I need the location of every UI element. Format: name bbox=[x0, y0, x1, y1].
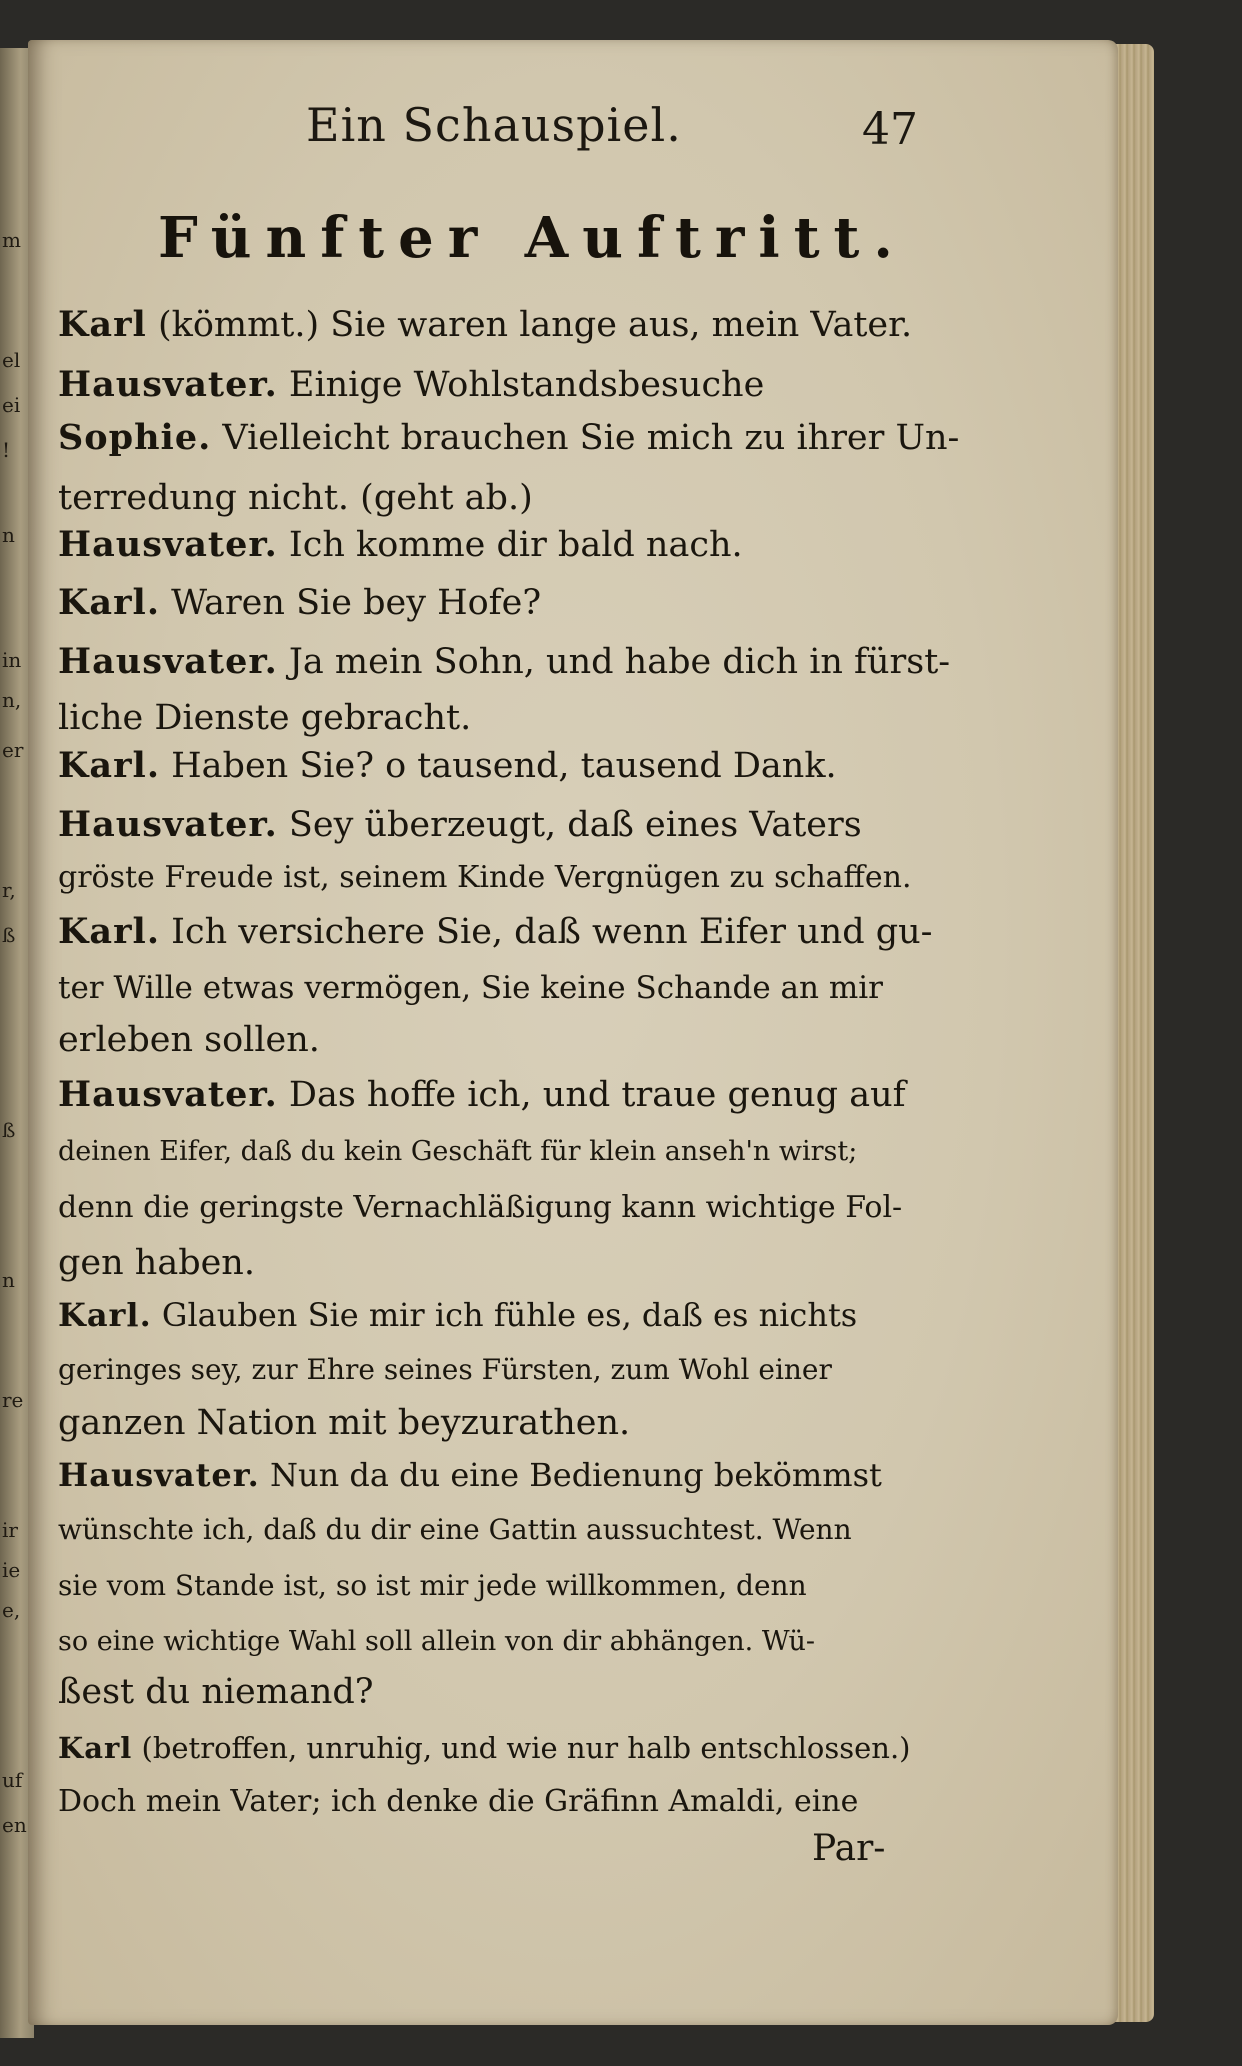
line-text: geringes sey, zur Ehre seines Fürsten, zum Wohl einer bbox=[58, 1353, 832, 1386]
catchword: Par- bbox=[812, 1828, 886, 1869]
text-line bbox=[58, 1622, 815, 1662]
text-line bbox=[58, 1455, 882, 1495]
text-line bbox=[58, 805, 862, 845]
line-text: denn die geringste Vernachläßigung kann wichtige Fol- bbox=[58, 1190, 903, 1225]
speaker-name: Hausvater. bbox=[58, 524, 278, 565]
text-line bbox=[58, 1782, 858, 1822]
text-line bbox=[58, 746, 837, 786]
line-text: gen haben. bbox=[58, 1243, 255, 1283]
line-text: erleben sollen. bbox=[58, 1020, 320, 1060]
margin-fragment: n bbox=[2, 523, 15, 547]
line-text: liche Dienste gebracht. bbox=[58, 698, 472, 738]
margin-fragment: en bbox=[2, 1813, 27, 1837]
line-text: Haben Sie? o tausend, tausend Dank. bbox=[160, 746, 837, 786]
line-text: sie vom Stande ist, so ist mir jede willkommen, denn bbox=[58, 1569, 807, 1602]
line-text: Ja mein Sohn, und habe dich in fürst- bbox=[277, 642, 951, 682]
speaker-name: Karl bbox=[58, 1731, 133, 1765]
line-text: Vielleicht brauchen Sie mich zu ihrer Un- bbox=[211, 418, 960, 458]
text-line bbox=[58, 365, 764, 405]
text-line bbox=[58, 1075, 906, 1115]
line-text: Nun da du eine Bedienung bekömmst bbox=[259, 1456, 882, 1494]
speaker-name: Hausvater. bbox=[58, 804, 278, 845]
margin-fragment: ie bbox=[2, 1558, 21, 1582]
line-text: Das hoffe ich, und traue genug auf bbox=[277, 1075, 906, 1115]
margin-fragment: ir bbox=[2, 1518, 18, 1542]
text-line bbox=[58, 583, 541, 623]
text-line bbox=[58, 1350, 832, 1390]
text-line bbox=[58, 698, 471, 738]
speaker-name: Karl. bbox=[58, 582, 161, 623]
margin-fragment: in bbox=[2, 648, 22, 672]
text-line bbox=[58, 1510, 852, 1550]
line-text: deinen Eifer, daß du kein Geschäft für klein anseh'n wirst; bbox=[58, 1136, 858, 1167]
speaker-name: Karl. bbox=[58, 1296, 152, 1334]
line-text: wünschte ich, daß du dir eine Gattin aussuchtest. Wenn bbox=[58, 1513, 852, 1546]
margin-fragment: n bbox=[2, 1268, 15, 1292]
line-text: Ich versichere Sie, daß wenn Eifer und gu- bbox=[160, 912, 933, 952]
margin-fragment: re bbox=[2, 1388, 24, 1412]
running-title: Ein Schauspiel. bbox=[306, 98, 682, 152]
line-text: (betroffen, unruhig, und wie nur halb entschlossen.) bbox=[132, 1731, 911, 1765]
line-text: terredung nicht. (geht ab.) bbox=[58, 478, 533, 518]
line-text: ßest du niemand? bbox=[58, 1672, 374, 1712]
line-text: so eine wichtige Wahl soll allein von dir abhängen. Wü- bbox=[58, 1626, 816, 1657]
margin-fragment: r, bbox=[2, 878, 16, 902]
line-text: Doch mein Vater; ich denke die Gräfinn Amaldi, eine bbox=[58, 1784, 859, 1819]
text-line bbox=[58, 1132, 857, 1172]
margin-fragment: ß bbox=[2, 1118, 16, 1142]
text-line bbox=[58, 1403, 630, 1443]
line-text: Sey überzeugt, daß eines Vaters bbox=[277, 805, 862, 845]
margin-fragment: e, bbox=[2, 1598, 21, 1622]
margin-fragment: m bbox=[2, 228, 21, 252]
margin-fragment: uf bbox=[2, 1768, 23, 1792]
page-number: 47 bbox=[862, 104, 918, 155]
text-line bbox=[58, 642, 950, 682]
text-line bbox=[58, 418, 959, 458]
margin-fragment: ß bbox=[2, 923, 16, 947]
text-line bbox=[58, 858, 911, 898]
speaker-name: Sophie. bbox=[58, 417, 212, 458]
margin-fragment: ! bbox=[2, 438, 11, 462]
line-text: ter Wille etwas vermögen, Sie keine Schande an mir bbox=[58, 970, 883, 1006]
line-text: gröste Freude ist, seinem Kinde Vergnügen zu schaffen. bbox=[58, 860, 912, 895]
text-line bbox=[58, 525, 743, 565]
text-line bbox=[58, 478, 533, 518]
margin-fragment: n, bbox=[2, 688, 22, 712]
text-line bbox=[58, 1295, 857, 1335]
margin-fragment: ei bbox=[2, 393, 21, 417]
speaker-name: Hausvater. bbox=[58, 1456, 260, 1494]
line-text: Glauben Sie mir ich fühle es, daß es nichts bbox=[151, 1296, 858, 1334]
scene-heading: Fünfter Auftritt. bbox=[158, 205, 907, 271]
text-line bbox=[58, 968, 883, 1008]
line-text: (kömmt.) Sie waren lange aus, mein Vater. bbox=[146, 305, 913, 345]
text-line bbox=[58, 305, 912, 345]
line-text: ganzen Nation mit beyzurathen. bbox=[58, 1403, 631, 1443]
line-text: Waren Sie bey Hofe? bbox=[160, 583, 542, 623]
speaker-name: Karl. bbox=[58, 911, 161, 952]
text-line bbox=[58, 1020, 320, 1060]
text-line bbox=[58, 1188, 902, 1228]
margin-fragment: er bbox=[2, 738, 24, 762]
text-line bbox=[58, 1243, 255, 1283]
text-line bbox=[58, 912, 933, 952]
speaker-name: Hausvater. bbox=[58, 1074, 278, 1115]
speaker-name: Hausvater. bbox=[58, 641, 278, 682]
text-line bbox=[58, 1566, 807, 1606]
text-line bbox=[58, 1672, 374, 1712]
margin-fragment: el bbox=[2, 348, 21, 372]
speaker-name: Hausvater. bbox=[58, 364, 278, 405]
line-text: Einige Wohlstandsbesuche bbox=[277, 365, 765, 405]
speaker-name: Karl bbox=[58, 304, 147, 345]
line-text: Ich komme dir bald nach. bbox=[277, 525, 743, 565]
text-line bbox=[58, 1728, 911, 1768]
speaker-name: Karl. bbox=[58, 745, 161, 786]
